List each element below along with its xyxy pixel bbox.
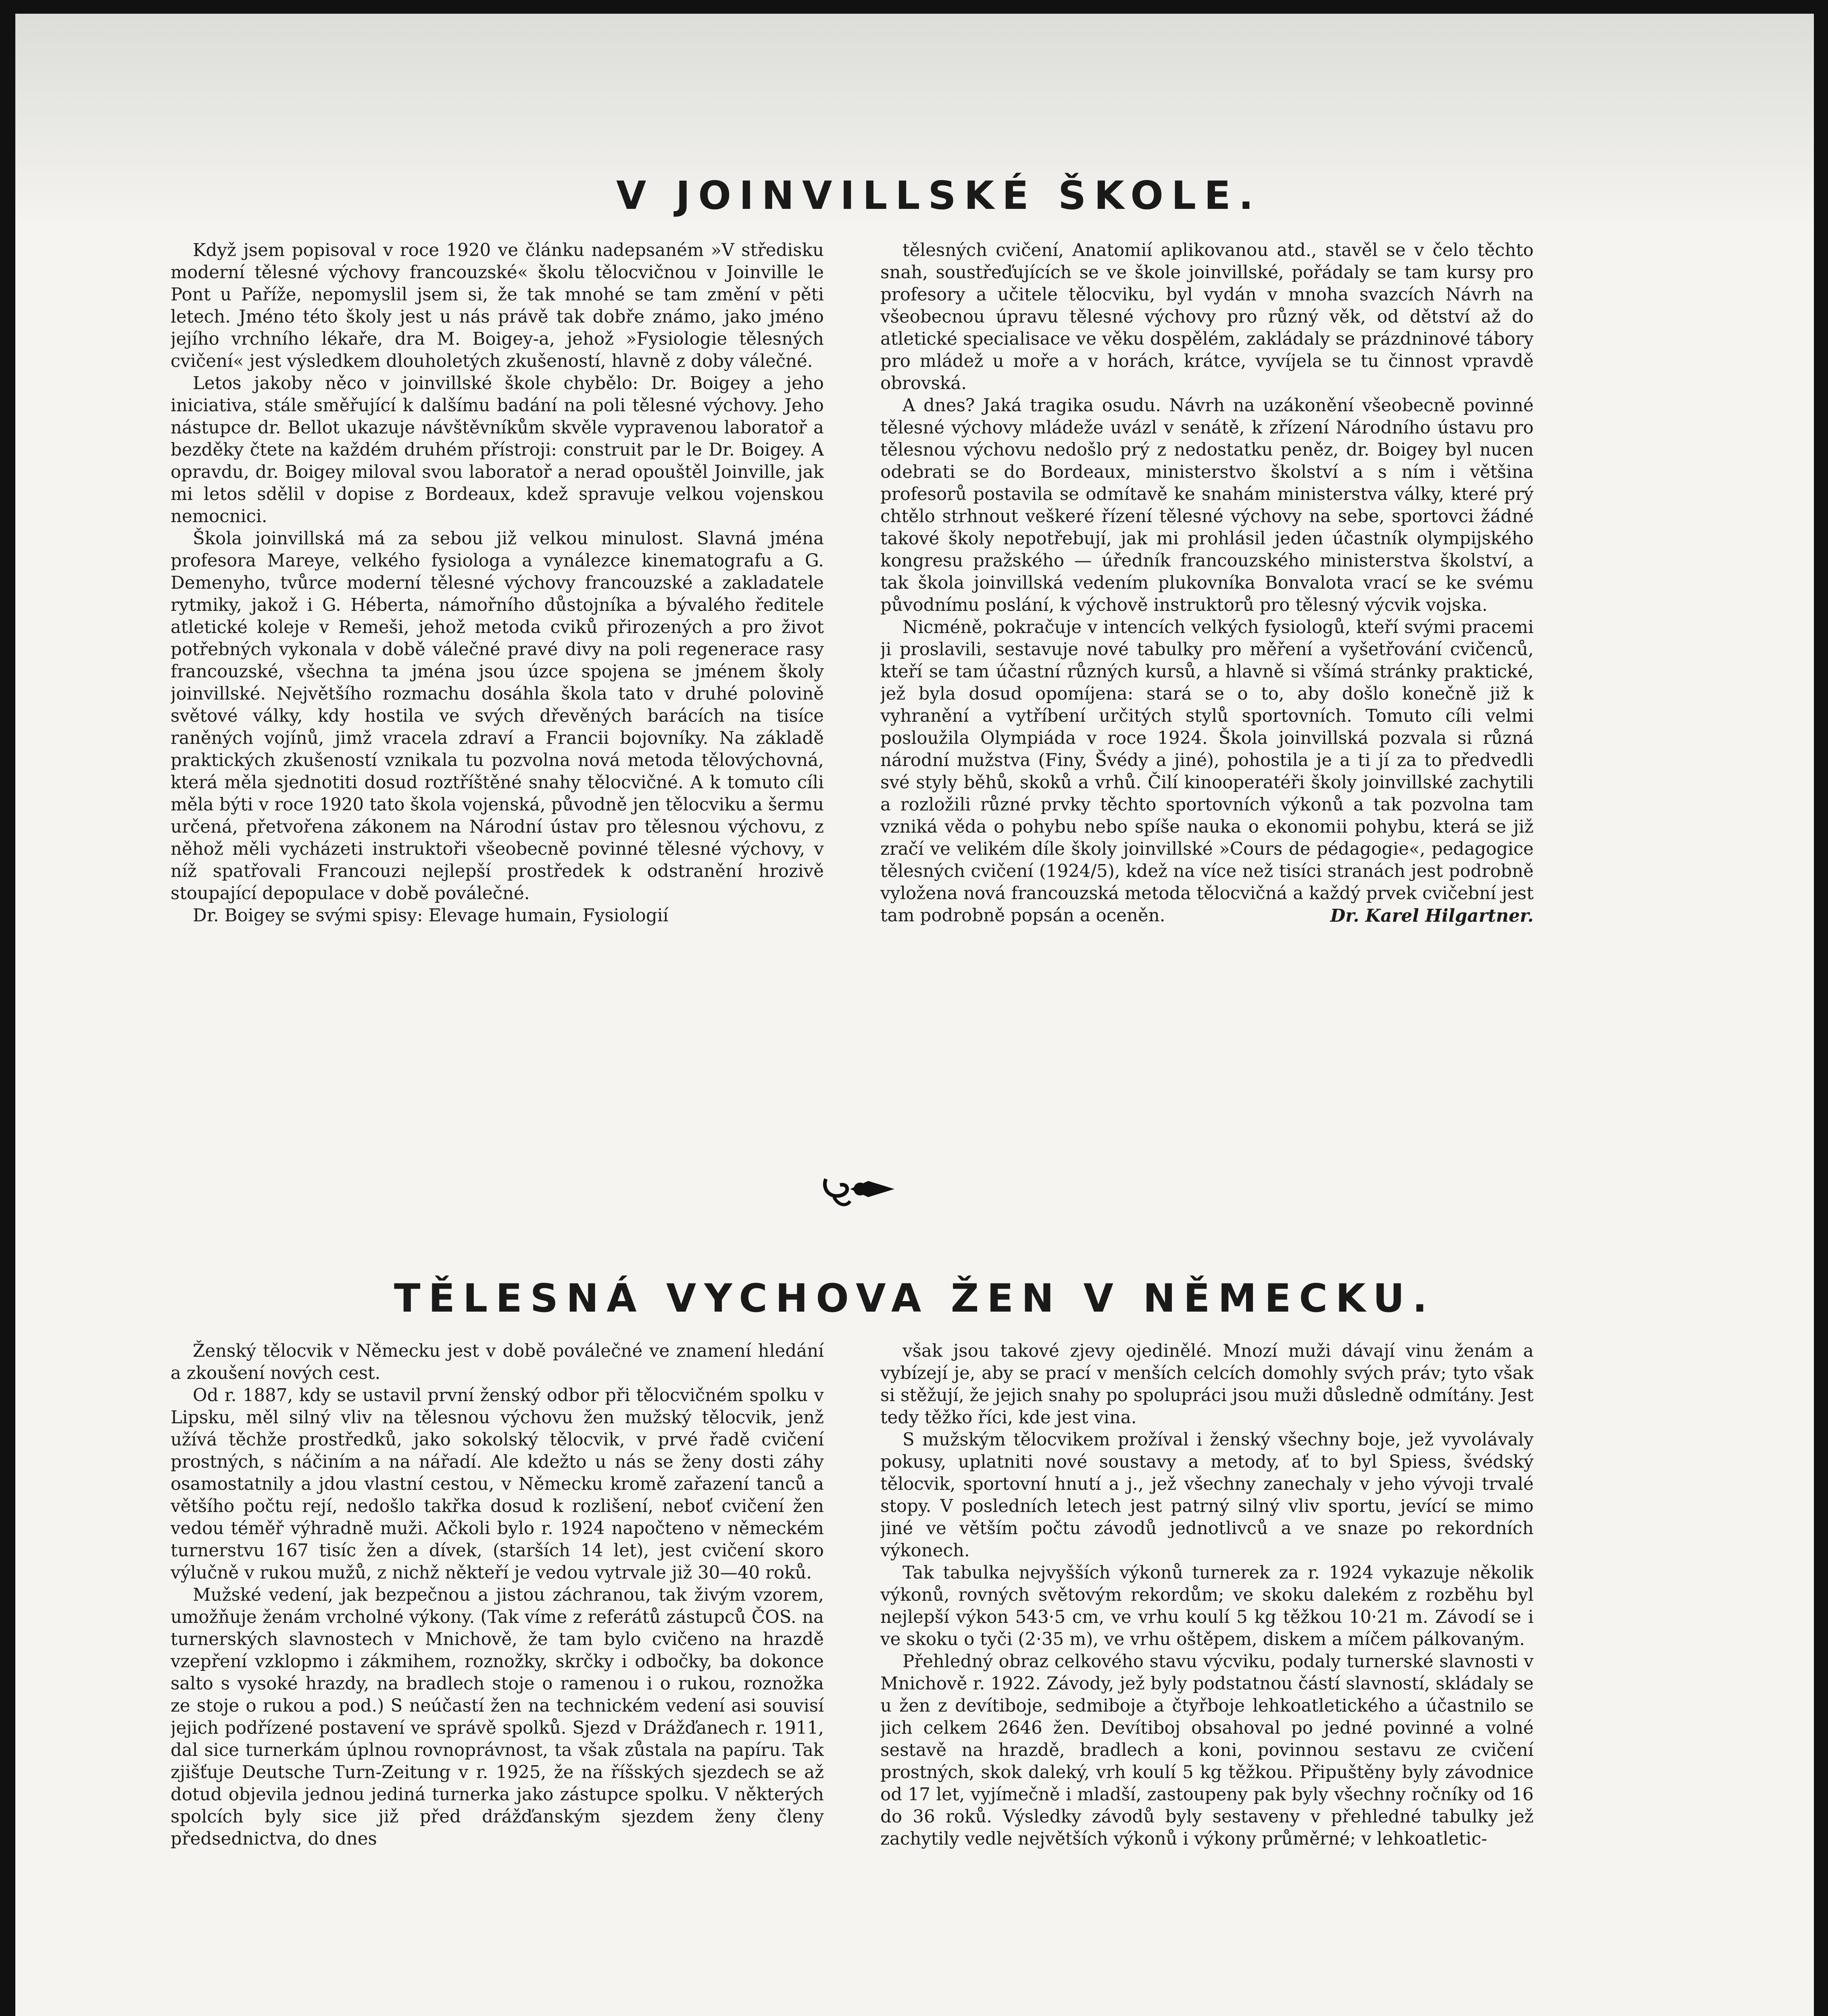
article-women-column-2	[880, 1340, 1534, 2016]
paragraph	[880, 616, 1534, 927]
paragraph: Přehledný obraz celkového stavu výcviku, podaly turnerské slavnosti v Mnichově r. 1922. Závody, jež byly podstatnou částí slavností, skládaly se u žen z devítiboje, sedmiboje a čtyřboje lehkoatletického a účastnilo se jich celkem 2646 žen. Devítiboj obsahoval po jedné povinné a volné sestavě na hrazdě, bradlech a koni, povinnou sestavu ze cvičení prostných, skok daleký, vrh koulí 5 kg těžkou. Připuštěny byly závodnice od 17 let, vyjímečně i mladší, zastoupeny pak byly všechny ročníky od 16 do 36 roků. Výsledky závodů byly sestaveny v přehledné tabulky jež zachytily vedle největších výkonů i výkony průměrné; v lehkoatletic-	[880, 1652, 1534, 1849]
paragraph: Letos jakoby něco v joinvillské škole chybělo: Dr. Boigey a jeho iniciativa, stále směřující k dalšímu badání na poli tělesné výchovy. Jeho nástupce dr. Bellot ukazuje návštěvníkům skvěle vypravenou laboratoř a bezděky čtete na každém druhém přístroji: construit par le Dr. Boigey. A opravdu, dr. Boigey miloval svou laboratoř a nerad opouštěl Joinville, jak mi letos sdělil v dopise z Bordeaux, kdež spravuje velkou vojenskou nemocnici.	[171, 373, 824, 527]
paragraph: Tak tabulka nejvyšších výkonů turnerek za r. 1924 vykazuje několik výkonů, rovných světovým rekordům; ve skoku dalekém z rozběhu byl nejlepší výkon 543·5 cm, ve vrhu koulí 5 kg těžkou 10·21 m. Závodí se i ve skoku o tyči (2·35 m), ve vrhu oštěpem, diskem a míčem pálkovaným.	[880, 1563, 1534, 1649]
paragraph-text: Nicméně, pokračuje v intencích velkých fysiologů, kteří svými pracemi ji proslavili, sestavuje nové tabulky pro měření a vyšetřování cvičenců, kteří se tam účastní různých kursů, a hlavně si všímá stránky praktické, jež byla dosud opomíjena: stará se o to, aby došlo konečně již k vyhranění a vytříbení určitých stylů sportovních. Tomuto cíli velmi posloužila Olympiáda v roce 1924. Škola joinvillská pozvala si různá národní mužstva (Finy, Švédy a jiné), pohostila je a ti jí za to předvedli své styly běhů, skoků a vrhů. Čilí kinooperatéři školy joinvillské zachytili a rozložili různé prvky těchto sportovních výkonů a tak pozvolna tam vzniká věda o pohybu nebo spíše nauka o ekonomii pohybu, která se již zračí ve velikém díle školy joinvillské »Cours de pédagogie«, pedagogice tělesných cvičení (1924/5), kdež na více než tisíci stranách jest podrobně vyložena nová francouzská metoda tělocvičná a každý prvek cvičební jest tam podrobně popsán a oceněn.	[880, 617, 1534, 926]
paragraph: Škola joinvillská má za sebou již velkou minulost. Slavná jména profesora Mareye, velkého fysiologa a vynálezce kinematografu a G. Demenyho, tvůrce moderní tělesné výchovy francouzské a zakladatele rytmiky, jakož i G. Héberta, námořního důstojníka a bývalého ředitele atletické koleje v Remeši, jehož metoda cviků přirozených a pro život potřebných vykonala v době válečné pravé divy na poli regenerace rasy francouzské, všechna ta jména jsou úzce spojena se jménem školy joinvillské. Největšího rozmachu dosáhla škola tato v druhé polovině světové války, kdy hostila ve svých dřevěných barácích na tisíce raněných vojínů, jimž vracela zdraví a Francii bojovníky. Na základě praktických zkušeností vznikala tu pozvolna nová metoda tělovýchovná, která měla sjednotiti dosud roztříštěné snahy tělocvičné. A k tomuto cíli měla býti v roce 1920 tato škola vojenská, původně jen tělocviku a šermu určená, přetvořena zákonem na Národní ústav pro tělesnou výchovu, z něhož měli vycházeti instruktoři všeobecně povinné tělesné výchovy, v níž spatřovali Francouzi nejlepší prostředek k odstranění hrozivě stoupající depopulace v době poválečné.	[171, 529, 824, 904]
article-joinville-column-1	[171, 240, 824, 1123]
magazine-page	[15, 14, 1814, 2016]
paragraph: Dr. Boigey se svými spisy: Elevage humain, Fysiologií	[193, 906, 669, 926]
article-title-german-women: TĚLESNÁ VYCHOVA ŽEN V NĚMECKU.	[394, 1276, 1435, 1321]
article-women-column-1	[171, 1340, 824, 2016]
author-signature: Dr. Karel Hilgartner.	[1330, 906, 1534, 926]
paragraph: S mužským tělocvikem prožíval i ženský všechny boje, jež vyvolávaly pokusy, uplatniti nové soustavy a metody, ať to byl Spiess, švédský tělocvik, sportovní hnutí a j., jež všechny zanechaly v jeho vývoji trvalé stopy. V posledních letech jest patrný silný vliv sportu, jevící se mimo jiné ve větším počtu závodů jednotlivců a ve snaze po rekordních výkonech.	[880, 1430, 1534, 1561]
paragraph: Ženský tělocvik v Německu jest v době poválečné ve znamení hledání a zkoušení nových cest.	[171, 1341, 824, 1383]
paragraph: tělesných cvičení, Anatomií aplikovanou atd., stavěl se v čelo těchto snah, soustřeďujících se ve škole joinvillské, pořádaly se tam kursy pro profesory a učitele tělocviku, byl vydán v mnoha svazcích Návrh na všeobecnou úpravu tělesné výchovy pro různý věk, od dětství až do atletické specialisace ve věku dospělém, zakládaly se prázdninové tábory pro mládež u moře a v horách, krátce, vyvíjela se tu činnost vpravdě obrovská.	[880, 240, 1534, 394]
hand-pointer-ornament-icon	[818, 1167, 898, 1211]
paragraph: A dnes? Jaká tragika osudu. Návrh na uzákonění všeobecně povinné tělesné výchovy mládeže uvázl v senátě, k zřízení Národního ústavu pro tělesnou výchovu nedošlo prý z nedostatku peněz, dr. Boigey byl nucen odebrati se do Bordeaux, ministerstvo školství a s ním i většina profesorů postavila se odmítavě ke snahám ministerstva války, které prý chtělo strhnout veškeré řízení tělesné výchovy na sebe, sportovci žádné takové školy nepotřebují, jak mi prohlásil jeden účastník olympijského kongresu pražského — úředník francouzského ministerstva školství, a tak škola joinvillská vedením plukovníka Bonvalota vrací se ke svému původnímu poslání, k výchově instruktorů pro tělesný výcvik vojska.	[880, 396, 1534, 615]
paragraph: však jsou takové zjevy ojedinělé. Mnozí muži dávají vinu ženám a vybízejí je, aby se prací v menších celcích domohly svých práv; tyto však si stěžují, že jejich snahy po spolupráci jsou muži důsledně odmítány. Jest tedy těžko říci, kde jest vina.	[880, 1341, 1534, 1428]
paragraph: Od r. 1887, kdy se ustavil první ženský odbor při tělocvičném spolku v Lipsku, měl silný vliv na tělesnou výchovu žen mužský tělocvik, jenž užívá těchže prostředků, jako sokolský tělocvik, v prvé řadě cvičení prostných, s náčiním a na nářadí. Ale kdežto u nás se ženy dosti záhy osamostatnily a jdou vlastní cestou, v Německu kromě zařazení tanců a většího počtu rejí, nedošlo takřka dosud k rozlišení, neboť cvičení žen vedou téměř výhradně muži. Ačkoli bylo r. 1924 napočteno v německém turnerstvu 167 tisíc žen a dívek, (starších 14 let), jest cvičení skoro výlučně v rukou mužů, z nichž někteří je vedou vytrvale již 30—40 roků.	[171, 1385, 824, 1583]
paragraph: Když jsem popisoval v roce 1920 ve článku nadepsaném »V středisku moderní tělesné výchovy francouzské« školu tělocvičnou v Joinville le Pont u Paříže, nepomyslil jsem si, že tak mnohé se tam změní v pěti letech. Jméno této školy jest u nás právě tak dobře známo, jako jméno jejího vrchního lékaře, dra M. Boigey-a, jehož »Fysiologie tělesných cvičení« jest výsledkem dlouholetých zkušeností, hlavně z doby válečné.	[171, 240, 824, 371]
paragraph: Mužské vedení, jak bezpečnou a jistou záchranou, tak živým vzorem, umožňuje ženám vrcholné výkony. (Tak víme z referátů zástupců ČOS. na turnerských slavnostech v Mnichově, že tam bylo cvičeno na hrazdě vzepření vzklopmo i zákmihem, roznožky, skrčky i odbočky, ba dokonce salto s vysoké hrazdy, na bradlech stoje o ramenou i o rukou, roznožka ze stoje o rukou a pod.) S neúčastí žen na technickém vedení asi souvisí jejich podřízené postavení ve správě spolků. Sjezd v Drážďanech r. 1911, dal sice turnerkám úplnou rovnoprávnost, ta však zůstala na papíru. Tak zjišťuje Deutsche Turn-Zeitung v r. 1925, že na říšských sjezdech se až dotud objevila jednou jediná turnerka jako zástupce spolku. V některých spolcích byly sice již před drážďanským sjezdem ženy členy předsednictva, do dnes	[171, 1585, 824, 1849]
article-joinville-column-2	[880, 240, 1534, 1123]
article-title-joinville: V JOINVILLSKÉ ŠKOLE.	[616, 173, 1262, 218]
